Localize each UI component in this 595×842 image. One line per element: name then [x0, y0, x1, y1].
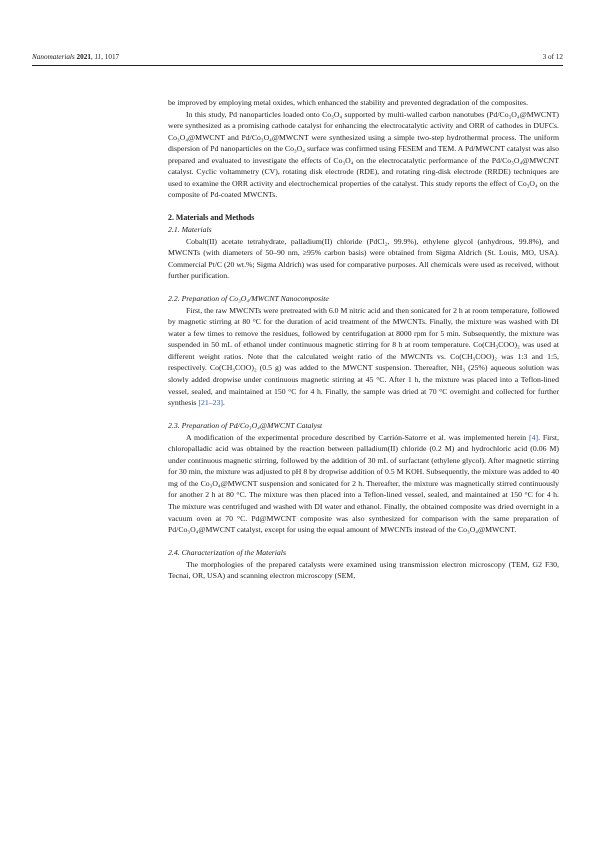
journal-name: Nanomaterials [32, 53, 75, 61]
co3o4-preparation-text: First, the raw MWCNTs were pretreated with 6.0 M nitric acid and then sonicated for 2 h at room temperature, followed by magnetic stirring at 80 °C for the duration of acid treatment of the MWCNTs. Finally, the mixture was washed with DI water a few times to remove the residues, followed by centrifugation at 8000 rpm for 5 min. Subsequently, the mixture was suspended in 50 mL of ethanol under continuous magnetic stirring for 8 h at room temperature. Co(CH₃COO)₂ was used at different weight ratios. Note that the calculated weight ratio of the MWCNTs vs. Co(CH₃COO)₂ was 1:3 and 1:5, respectively. Co(CH₃COO)₂ (0.5 g) was added to the MWCNT suspension. Thereafter, NH₃ (25%) aqueous solution was slowly added dropwise under continuous magnetic stirring at 45 °C. After 1 h, the mixture was placed into a Teflon-lined vessel, sealed, and maintained at 150 °C for 4 h. Finally, the sample was dried at 70 °C overnight and collected for further synthesis [168, 305, 559, 408]
running-header [32, 53, 563, 66]
materials-paragraph: Cobalt(II) acetate tetrahydrate, palladium(II) chloride (PdCl₂, 99.9%), ethylene glycol (anhydrous, 99.8%), and MWCNTs (with diameters of 50–90 nm, ≥95% carbon basis) were obtained from Sigma Aldrich (St. Louis, MO, USA). Commercial Pt/C (20 wt.%; Sigma Aldrich) was used for comparative purposes. All chemicals were used as received, without further purification. [168, 236, 559, 281]
intro-tail-paragraph: be improved by employing metal oxides, which enhanced the stability and prevented degradation of the composites. [168, 98, 529, 107]
subsection-heading-co3o4-preparation: 2.2. Preparation of Co₃O₄/MWCNT Nanocomposite [168, 294, 329, 304]
main-text [168, 97, 559, 582]
intro-paragraph: In this study, Pd nanoparticles loaded onto Co₃O₄ supported by multi-walled carbon nanotubes (Pd/Co₃O₄@MWCNT) were synthesized as a promising cathode catalyst for enhancing the electrocatalytic activity and ORR of cathodes in DUFCs. Co₃O₄@MWCNT and Pd/Co₃O₄@MWCNT were synthesized using a simple two-step hydrothermal process. The uniform dispersion of Pd nanoparticles on the Co₃O₄ surface was confirmed using FESEM and TEM. A Pd/MWCNT catalyst was also prepared and evaluated to investigate the effects of Co₃O₄ on the electrocatalytic performance of the Pd/Co₃O₄@MWCNT catalyst. Cyclic voltammetry (CV), rotating disk electrode (RDE), and rotating ring-disk electrode (RRDE) techniques are used to examine the ORR activity and electrochemical properties of the catalyst. This study reports the effect of Co₃O₄ on the composite of Pd-coated MWCNTs. [168, 109, 559, 200]
characterization-paragraph: The morphologies of the prepared catalysts were examined using transmission electron microscopy (TEM, G2 F30, Tecnai, OR, USA) and scanning electron microscopy (SEM, [168, 559, 559, 581]
subsection-heading-pd-catalyst-preparation: 2.3. Preparation of Pd/Co₃O₄@MWCNT Catalyst [168, 421, 323, 431]
journal-volume: 11 [94, 53, 102, 61]
pd-catalyst-paragraph [168, 432, 559, 536]
citation-link[interactable]: [4] [529, 432, 539, 442]
journal-year: 2021 [76, 53, 91, 61]
citation-link[interactable]: [21–23] [198, 398, 223, 408]
co3o4-preparation-paragraph: First, the raw MWCNTs were pretreated with 6.0 M nitric acid and then sonicated for 2 h at room temperature, followed by magnetic stirring at 80 °C for the duration of acid treatment of the MWCNTs. Finally, the mixture was washed with DI water a few times to remove the residues, followed by centrifugation at 8000 rpm for 5 min. Subsequently, the mixture was suspended in 50 mL of ethanol under continuous magnetic stirring for 8 h at room temperature. Co(CH₃COO)₂ was used at different weight ratios. Note that the calculated weight ratio of the MWCNTs vs. Co(CH₃COO)₂ was 1:3 and 1:5, respectively. Co(CH₃COO)₂ (0.5 g) was added to the MWCNT suspension. Thereafter, NH₃ (25%) aqueous solution was slowly added dropwise under continuous magnetic stirring at 45 °C. After 1 h, the mixture was placed into a Teflon-lined vessel, sealed, and maintained at 150 °C for 4 h. Finally, the sample was dried at 70 °C overnight and collected for further synthesis [21–23]. [168, 305, 559, 408]
pd-catalyst-text-a: A modification of the experimental procedure described by Carrión-Satorre et al. was implemented herein [186, 432, 527, 442]
subsection-heading-characterization: 2.4. Characterization of the Materials [168, 548, 286, 558]
page-number: 3 of 12 [542, 53, 563, 61]
section-heading-materials-methods: 2. Materials and Methods [168, 213, 255, 223]
subsection-heading-materials: 2.1. Materials [168, 224, 212, 234]
pd-catalyst-text-b: . First, chloropalladic acid was obtained by the reaction between palladium(II) chloride (0.2 M) and hydrochloric acid (0.06 M) under continuous magnetic stirring, followed by the addition of 30 mL of surfactant (ethylene glycol). After magnetic stirring for 30 min, the mixture was adjusted to pH 8 by dropwise addition of 0.5 M KOH. Subsequently, the mixture was added to 40 mg of the Co₃O₄@MWCNT suspension and sonicated for 2 h. Thereafter, the mixture was magnetically stirred continuously for another 2 h at 80 °C. The mixture was then placed into a Teflon-lined vessel, sealed, and maintained at 150 °C for 4 h. The mixture was centrifuged and washed with DI water and ethanol. Finally, the obtained composite was dried overnight in a vacuum oven at 70 °C. Pd@MWCNT composite was also synthesized for comparison with the same preparation of Pd/Co₃O₄@MWCNT catalyst, except for using the equal amount of MWCNTs instead of the Co₃O₄@MWCNT. [168, 432, 559, 535]
article-number: 1017 [104, 53, 120, 61]
journal-citation: Nanomaterials 2021, 11, 1017 [32, 53, 120, 61]
